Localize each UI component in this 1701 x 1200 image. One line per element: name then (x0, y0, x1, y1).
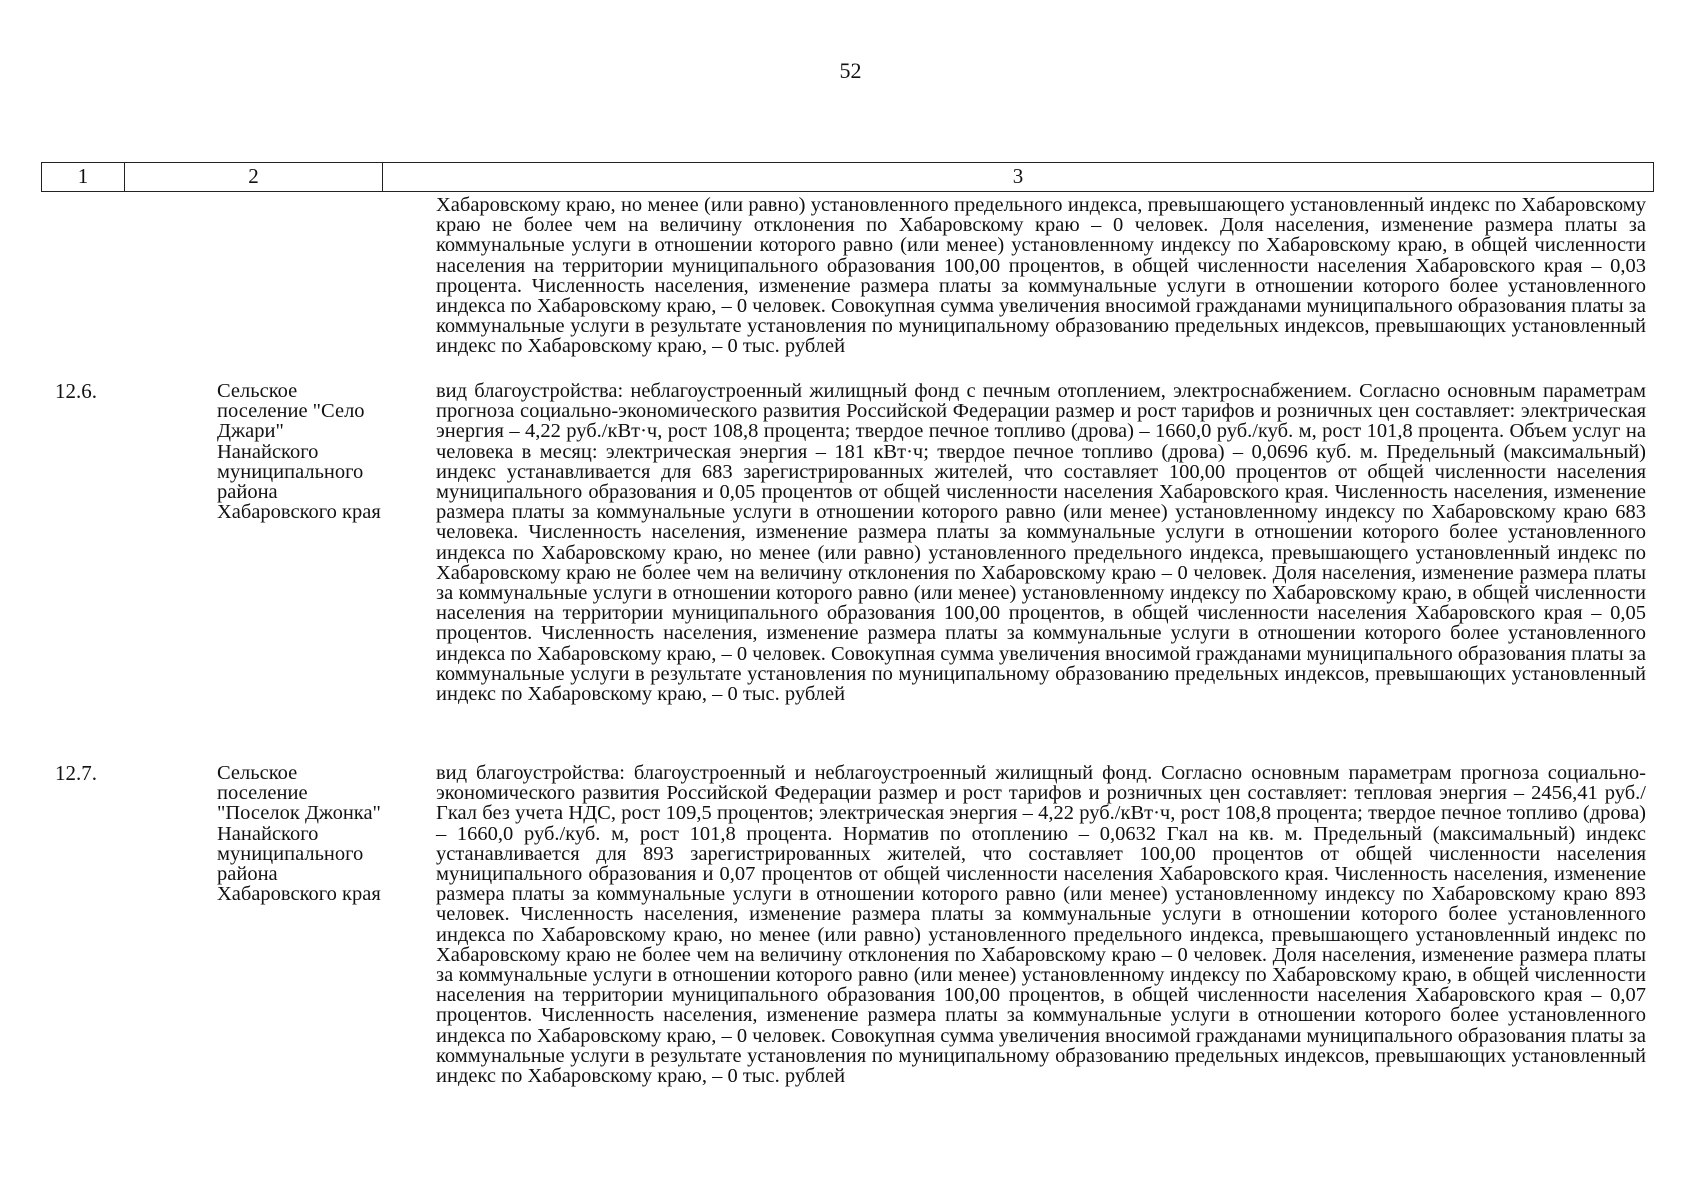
table-row-12-7 (41, 763, 1654, 1086)
row-number: 12.7. (55, 761, 97, 785)
header-col-1: 1 (42, 163, 125, 191)
row-name: Сельское поселение "Поселок Джонка" Нанайского муниципального района Хабаровского края (217, 762, 381, 906)
row-description: Хабаровскому краю, но менее (или равно) установленного предельного индекса, превышающего установленный индекс по Хабаровскому краю не более чем на величину отклонения по Хабаровскому краю – 0 человек. Доля населения, изменение размера платы за коммунальные услуги в отношении которого равно (или менее) установленному индексу по Хабаровскому краю, в общей численности населения на территории муниципального образования 100,00 процентов, в общей численности населения Хабаровского края – 0,03 процента. Численность населения, изменение размера платы за коммунальные услуги в отношении которого более установленного индекса по Хабаровскому краю, – 0 человек. Совокупная сумма увеличения вносимой гражданами муниципального образования платы за коммунальные услуги в результате установления по муниципальному образованию предельных индексов, превышающих установленный индекс по Хабаровскому краю, – 0 тыс. рублей (436, 194, 1646, 358)
row-name: Сельское поселение "Село Джари" Нанайского муниципального района Хабаровского края (217, 380, 381, 524)
row-number: 12.6. (55, 379, 97, 403)
page-number: 52 (839, 58, 862, 83)
table-row-continuation (41, 195, 1654, 381)
row-description: вид благоустройства: неблагоустроенный жилищный фонд с печным отоплением, электроснабжением. Согласно основным параметрам прогноза социально-экономического развития Российской Федерации размер и рост тарифов и розничных цен составляет: электрическая энергия – 4,22 руб./кВт·ч, рост 108,8 процента; твердое печное топливо (дрова) – 1660,0 руб./куб. м, рост 101,8 процента. Объем услуг на человека в месяц: электрическая энергия – 181 кВт·ч; твердое печное топливо (дрова) – 0,0696 куб. м. Предельный (максимальный) индекс устанавливается для 683 зарегистрированных жителей, что составляет 100,00 процентов от общей численности населения муниципального образования и 0,05 процентов от общей численности населения Хабаровского края. Численность населения, изменение размера платы за коммунальные услуги в отношении которого равно (или менее) установленному индексу по Хабаровскому краю 683 человека. Численность населения, изменение размера платы за коммунальные услуги в отношении которого более установленного индекса по Хабаровскому краю, но менее (или равно) установленного предельного индекса, превышающего установленный индекс по Хабаровскому краю не более чем на величину отклонения по Хабаровскому краю – 0 человек. Доля населения, изменение размера платы за коммунальные услуги в отношении которого равно (или менее) установленному индексу по Хабаровскому краю, в общей численности населения на территории муниципального образования 100,00 процентов, в общей численности населения Хабаровского края – 0,05 процентов. Численность населения, изменение размера платы за коммунальные услуги в отношении которого более установленного индекса по Хабаровскому краю, – 0 человек. Совокупная сумма увеличения вносимой гражданами муниципального образования платы за коммунальные услуги в результате установления по муниципальному образованию предельных индексов, превышающих установленный индекс по Хабаровскому краю, – 0 тыс. рублей (436, 380, 1646, 706)
header-col-2: 2 (125, 163, 383, 191)
header-col-3: 3 (1012, 164, 1024, 188)
table-header (41, 162, 1654, 192)
row-description: вид благоустройства: благоустроенный и неблагоустроенный жилищный фонд. Согласно основным параметрам прогноза социально-экономического развития Российской Федерации размер и рост тарифов и розничных цен составляет: тепловая энергия – 2456,41 руб./Гкал без учета НДС, рост 109,5 процентов; электрическая энергия – 4,22 руб./кВт·ч, рост 108,8 процента; твердое печное топливо (дрова) – 1660,0 руб./куб. м, рост 101,8 процента. Норматив по отоплению – 0,0632 Гкал на кв. м. Предельный (максимальный) индекс устанавливается для 893 зарегистрированных жителей, что составляет 100,00 процентов от общей численности населения муниципального образования и 0,07 процентов от общей численности населения Хабаровского края. Численность населения, изменение размера платы за коммунальные услуги в отношении которого равно (или менее) установленному индексу по Хабаровскому краю 893 человек. Численность населения, изменение размера платы за коммунальные услуги в отношении которого более установленного индекса по Хабаровскому краю, но менее (или равно) установленного предельного индекса, превышающего установленный индекс по Хабаровскому краю не более чем на величину отклонения по Хабаровскому краю – 0 человек. Доля населения, изменение размера платы за коммунальные услуги в отношении которого равно (или менее) установленному индексу по Хабаровскому краю, в общей численности населения на территории муниципального образования 100,00 процентов, в общей численности населения Хабаровского края – 0,07 процентов. Численность населения, изменение размера платы за коммунальные услуги в отношении которого более установленного индекса по Хабаровскому краю, – 0 человек. Совокупная сумма увеличения вносимой гражданами муниципального образования платы за коммунальные услуги в результате установления по муниципальному образованию предельных индексов, превышающих установленный индекс по Хабаровскому краю, – 0 тыс. рублей (436, 762, 1646, 1088)
table-row-12-6 (41, 381, 1654, 763)
table-body (41, 195, 1654, 1086)
